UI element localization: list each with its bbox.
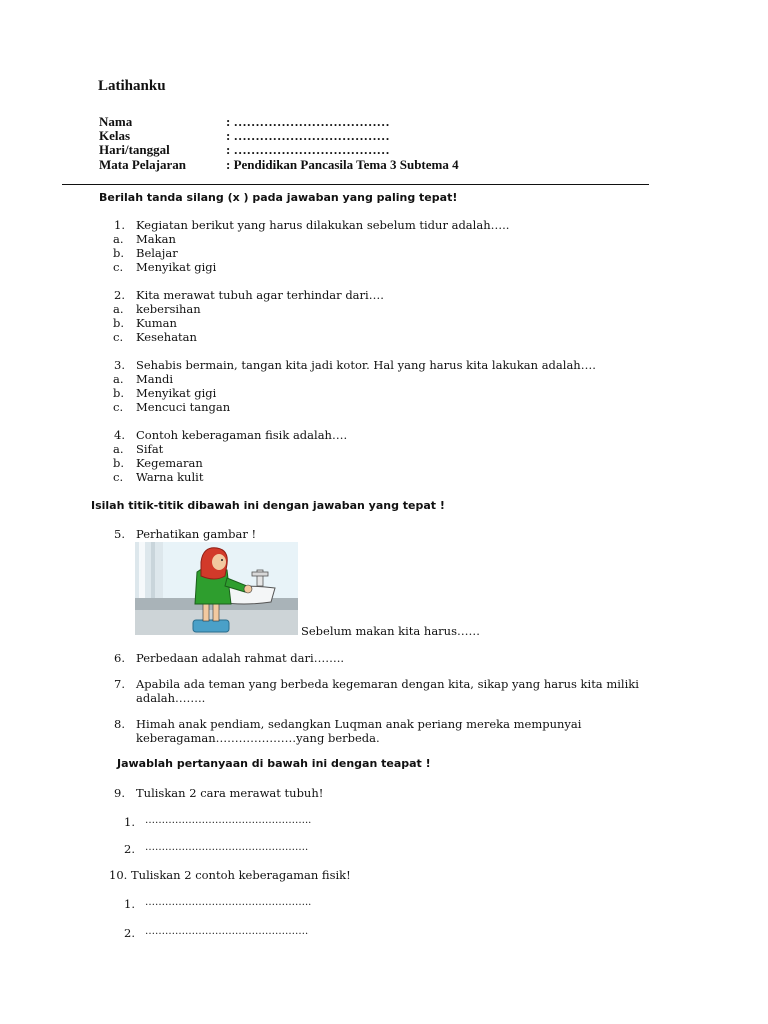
option-text: kebersihan: [136, 302, 201, 316]
question-number: 5.: [114, 527, 125, 541]
page-title: Latihanku: [98, 78, 166, 94]
field-value-kelas: : ………………………………: [226, 128, 390, 143]
option-letter: b.: [113, 386, 125, 400]
question-5-caption: Sebelum makan kita harus……: [301, 624, 480, 638]
field-label-kelas: Kelas: [99, 128, 131, 143]
question-text-continued: keberagaman…………………yang berbeda.: [136, 731, 380, 745]
question-text: Sehabis bermain, tangan kita jadi kotor. Hal yang harus kita lakukan adalah….: [136, 358, 596, 372]
option-text: Kesehatan: [136, 330, 197, 344]
header-divider: [62, 184, 649, 185]
answer-number: 1.: [124, 897, 135, 911]
question-text: Himah anak pendiam, sedangkan Luqman anak periang mereka mempunyai: [136, 717, 582, 731]
question-text: Apabila ada teman yang berbeda kegemaran dengan kita, sikap yang harus kita miliki: [136, 677, 639, 691]
answer-number: 2.: [124, 842, 135, 856]
question-number: 6.: [114, 651, 125, 665]
option-letter: c.: [113, 260, 124, 274]
section-c-instruction: Jawablah pertanyaan di bawah ini dengan teapat !: [117, 757, 431, 770]
option-letter: a.: [113, 372, 124, 386]
option-text: Menyikat gigi: [136, 260, 217, 274]
question-text: Perhatikan gambar !: [136, 527, 257, 541]
option-text: Makan: [136, 232, 176, 246]
option-letter: b.: [113, 316, 125, 330]
field-label-hari: Hari/tanggal: [99, 142, 170, 157]
question-number: 9.: [114, 786, 125, 800]
option-letter: b.: [113, 456, 125, 470]
question-text: Kegiatan berikut yang harus dilakukan sebelum tidur adalah…..: [136, 218, 510, 232]
section-a-instruction: Berilah tanda silang (x ) pada jawaban yang paling tepat!: [99, 191, 458, 204]
answer-line[interactable]: …………………………………………..: [145, 815, 312, 826]
option-letter: c.: [113, 330, 124, 344]
handwashing-illustration: [135, 542, 298, 635]
question-text: Contoh keberagaman fisik adalah….: [136, 428, 348, 442]
field-label-nama: Nama: [99, 114, 133, 129]
option-letter: c.: [113, 470, 124, 484]
answer-number: 1.: [124, 815, 135, 829]
field-label-mapel: Mata Pelajaran: [99, 157, 187, 172]
option-text: Warna kulit: [136, 470, 204, 484]
option-letter: a.: [113, 232, 124, 246]
option-text: Sifat: [136, 442, 164, 456]
option-text: Kuman: [136, 316, 177, 330]
question-text: Tuliskan 2 cara merawat tubuh!: [136, 786, 324, 800]
section-b-instruction: Isilah titik-titik dibawah ini dengan jawaban yang tepat !: [91, 499, 445, 512]
option-letter: b.: [113, 246, 125, 260]
question-text: Perbedaan adalah rahmat dari……..: [136, 651, 344, 665]
field-value-nama: : ………………………………: [226, 114, 390, 129]
option-text: Mencuci tangan: [136, 400, 231, 414]
question-number: 10.: [109, 868, 128, 882]
answer-line[interactable]: ………………………………………….: [145, 926, 309, 937]
option-text: Mandi: [136, 372, 174, 386]
field-value-hari: : ………………………………: [226, 142, 390, 157]
question-number: 7.: [114, 677, 125, 691]
question-text: Kita merawat tubuh agar terhindar dari….: [136, 288, 384, 302]
question-text-continued: adalah……..: [136, 691, 206, 705]
question-number: 2.: [114, 288, 125, 302]
question-number: 4.: [114, 428, 125, 442]
option-text: Kegemaran: [136, 456, 203, 470]
option-letter: c.: [113, 400, 124, 414]
question-number: 8.: [114, 717, 125, 731]
answer-number: 2.: [124, 926, 135, 940]
option-letter: a.: [113, 442, 124, 456]
question-number: 3.: [114, 358, 125, 372]
option-letter: a.: [113, 302, 124, 316]
question-number: 1.: [114, 218, 125, 232]
option-text: Belajar: [136, 246, 178, 260]
question-text: Tuliskan 2 contoh keberagaman fisik!: [131, 868, 351, 882]
answer-line[interactable]: …………………………………………..: [145, 897, 312, 908]
option-text: Menyikat gigi: [136, 386, 217, 400]
field-value-mapel: : Pendidikan Pancasila Tema 3 Subtema 4: [226, 157, 459, 172]
answer-line[interactable]: ………………………………………….: [145, 842, 309, 853]
